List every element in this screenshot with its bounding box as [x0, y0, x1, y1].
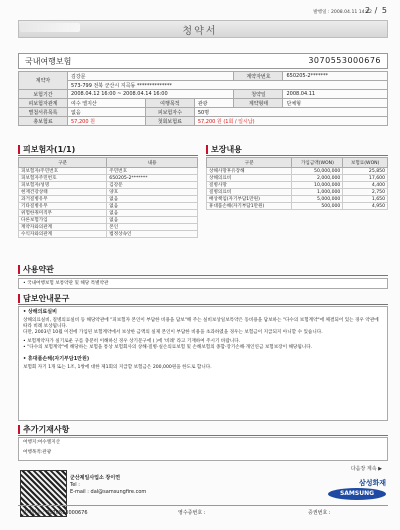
coverage-rule — [206, 155, 388, 156]
extra-section-title — [18, 424, 69, 435]
insured-field-value: 650205-2******* — [107, 175, 198, 182]
policy-number: 증권번호 : — [308, 510, 331, 516]
coverage-section-title-text: 보장내용 — [211, 145, 242, 154]
insured-field-label: 피보험자/성명 — [19, 182, 107, 189]
table-row — [19, 224, 198, 231]
issue-date: 발행일 : 2008.04.11 14:22 — [313, 10, 372, 15]
sign-date: 2008.04.11 — [283, 90, 388, 99]
notice-subtitle: • 상해의료실비 — [23, 309, 57, 315]
terms-text: • 국내여행보험 보통약관 및 해당 특별약관 — [23, 281, 109, 286]
coverage-premium: 1,650 — [343, 196, 388, 203]
coverage-type: 질병사망 — [207, 182, 292, 189]
table-row — [19, 210, 198, 217]
notice-body-4: • "다수의 보험계약"에 해당하는 보험을 통상 보험회사의 상해·질병·실손의료보험 및 손해보험의 종합·장기손해·개인연금 보험보장이 해당됩니다. — [23, 345, 313, 350]
insured-section-title — [18, 144, 75, 155]
insured-field-label: 피보험자/주민번호 — [19, 168, 107, 175]
coverage-type: 배상책임(자기부담1만원) — [207, 196, 292, 203]
table-row — [207, 182, 388, 189]
insured-count-label: 피보험자수 — [145, 108, 194, 117]
insured-field-value: 없음 — [107, 196, 198, 203]
special-value: 없음 — [68, 108, 146, 117]
coverage-type: 상해의료비 — [207, 175, 292, 182]
agency-email: E-mail : dal@samsungfire.com — [70, 489, 147, 495]
holder-label: 계약자 — [19, 72, 68, 90]
special-label: 별첨서류목록 — [19, 108, 68, 117]
terms-box — [18, 278, 388, 289]
insured-head-left: 구분 — [19, 158, 107, 168]
purpose-label: 여행목적 — [145, 99, 194, 108]
extra-title-text: 추가기재사항 — [23, 425, 70, 434]
insured-head-right: 내용 — [107, 158, 198, 168]
terms-rule — [18, 275, 388, 276]
insured-field-label: 위험한취미직무 — [19, 210, 107, 217]
contract-no: 650205-2******* — [283, 72, 388, 81]
notice-title-text: 담보안내문구 — [23, 294, 70, 303]
terms-title-text: 사용약관 — [23, 265, 54, 274]
insured-field-value: 주민번호 — [107, 168, 198, 175]
contract-info-table — [18, 71, 388, 126]
table-row — [19, 182, 198, 189]
notice-subtitle-2: • 휴대품손해(자기부담1만원) — [23, 356, 90, 362]
agency-tel: Tel : — [70, 482, 80, 488]
notice-body-2: 다만, 2003년 10월 이전에 가입된 보험계약에서 보상한 금액의 실제 본인이 부담한 비용을 초과하였을 경우는 보험금이 지급되지 아니할 수 있습니다. — [23, 330, 323, 335]
extra-rule — [18, 435, 388, 436]
coverage-body — [207, 168, 388, 210]
agency-name: 군산제일사업소 장이연 — [70, 475, 121, 481]
table-row — [19, 217, 198, 224]
notice-section-title — [18, 293, 69, 304]
insured-field-label: 피보험자주민번호 — [19, 175, 107, 182]
coverage-type: 상해사망후유장해 — [207, 168, 292, 175]
table-row — [207, 175, 388, 182]
brand-name: 삼성화재 — [358, 479, 386, 487]
coverage-premium: 4,950 — [343, 203, 388, 210]
insured-field-value: 없음 — [107, 210, 198, 217]
extra-line-2: 여행목적:관광 — [23, 450, 52, 455]
insured-field-label: 계약자와의관계 — [19, 224, 107, 231]
holder-address: 573-799 전북 군산시 지곡동 ************** — [68, 81, 388, 90]
table-row — [207, 196, 388, 203]
insured-field-value: 양호 — [107, 189, 198, 196]
period-value: 2008.04.12 16:00 ~ 2008.04.14 16:00 — [68, 90, 234, 99]
insured-body — [19, 168, 198, 238]
coverage-amount: 1,000,000 — [292, 189, 343, 196]
coverage-head-amount: 가입금액(WON) — [292, 158, 343, 168]
insured-count: 50명 — [194, 108, 387, 117]
section-marker — [18, 145, 20, 154]
coverage-premium: 17,600 — [343, 175, 388, 182]
coverage-amount: 10,000,000 — [292, 182, 343, 189]
coverage-premium: 4,400 — [343, 182, 388, 189]
insured-field-value: 없음 — [107, 217, 198, 224]
product-number: 3070553000676 — [308, 56, 381, 65]
coverage-type: 휴대품손해(자기부담1만원) — [207, 203, 292, 210]
insured-rule — [18, 155, 198, 156]
agency-info — [70, 475, 146, 496]
coverage-head-premium: 보험료(WON) — [343, 158, 388, 168]
coverage-premium: 2,750 — [343, 189, 388, 196]
coverage-type: 질병의료비 — [207, 189, 292, 196]
sign-date-label: 청약일 — [234, 90, 283, 99]
notice-body-5: 보험회 자기 1개 또는 1조, 1쌍에 대한 제1회의 지급할 보험금은 200,000원을 한도로 합니다. — [23, 365, 212, 370]
table-row — [207, 189, 388, 196]
first-premium-label: 첫회보험료 — [145, 117, 194, 126]
notice-body-3: • 보험계약자가 실기로운 구를 충분히 이해하신 경우 상기문구에 ( )에 '비례' 라고 기재하여 주시기 바랍니다. — [23, 339, 241, 344]
extra-line-1: 여행지:여수엘지산 — [23, 440, 61, 445]
page-number: 2 / 5 — [365, 6, 388, 15]
notice-box — [18, 306, 388, 421]
section-marker — [18, 425, 20, 434]
coverage-amount: 50,000,000 — [292, 168, 343, 175]
table-row — [19, 231, 198, 238]
insured-field-label: 기타질병유무 — [19, 203, 107, 210]
holder-name: 김강문 — [68, 72, 234, 81]
notice-body-1: 상해의료실비, 질병의료실비 등 해당약관에 "피보험자 본인이 부담한 비용을 담보"해 주는 실비보상일보특약은 동비용을 담보하는 "다수의 보험계약"에 체결되어 있는 경우 약관에 따라 비례 보상됩니다. — [23, 318, 379, 329]
terms-section-title — [18, 264, 54, 275]
coverage-section-title — [206, 144, 242, 155]
insured-field-value: 법정상속인 — [107, 231, 198, 238]
contract-type: 단체형 — [283, 99, 388, 108]
premium-label: 총보험료 — [19, 117, 68, 126]
table-row — [19, 189, 198, 196]
insured-value: 여수 엘지산 — [68, 99, 146, 108]
samsung-logo: SAMSUNG — [328, 488, 386, 500]
contract-no-label: 계약자번호 — [234, 72, 283, 81]
product-name: 국내여행보험 — [25, 57, 72, 66]
table-row — [19, 168, 198, 175]
table-row — [19, 196, 198, 203]
next-page-note: 다음장 계속 ▶ — [350, 466, 382, 472]
first-premium-value: 57,200 원 (1회 / 일시납) — [194, 117, 387, 126]
notice-rule — [18, 304, 388, 305]
table-row — [19, 203, 198, 210]
footer-bar — [18, 505, 388, 518]
insured-field-value: 김강문 — [107, 182, 198, 189]
insured-field-label: 과거질병유무 — [19, 196, 107, 203]
insured-table — [18, 157, 198, 238]
coverage-head-type: 구분 — [207, 158, 292, 168]
receipt-number: 영수증번호 : — [178, 510, 206, 516]
table-row — [207, 203, 388, 210]
document-title: 청약서 — [182, 26, 218, 37]
insured-field-label: 현재건강상태 — [19, 189, 107, 196]
insured-field-value: 없음 — [107, 203, 198, 210]
insured-field-label: 다른보험가입 — [19, 217, 107, 224]
purpose-value: 관광 — [194, 99, 234, 108]
premium-value: 57,200 원 — [68, 117, 146, 126]
coverage-table — [206, 157, 388, 210]
insured-section-title-text: 피보험자(1/1) — [23, 145, 76, 154]
table-row — [19, 175, 198, 182]
contract-type-label: 계약형태 — [234, 99, 283, 108]
section-marker — [18, 265, 20, 274]
section-marker — [206, 145, 208, 154]
section-marker — [18, 294, 20, 303]
design-number: 설계번호 : 3070553000676 — [22, 510, 88, 516]
product-bar — [18, 53, 388, 69]
insured-field-label: 수익자와의관계 — [19, 231, 107, 238]
extra-box — [18, 437, 388, 461]
coverage-premium: 25,850 — [343, 168, 388, 175]
insured-label: 피보험자관계 — [19, 99, 68, 108]
period-label: 보험기간 — [19, 90, 68, 99]
insured-field-value: 본인 — [107, 224, 198, 231]
coverage-amount: 5,000,000 — [292, 196, 343, 203]
coverage-amount: 500,000 — [292, 203, 343, 210]
coverage-amount: 2,000,000 — [292, 175, 343, 182]
table-row — [207, 168, 388, 175]
